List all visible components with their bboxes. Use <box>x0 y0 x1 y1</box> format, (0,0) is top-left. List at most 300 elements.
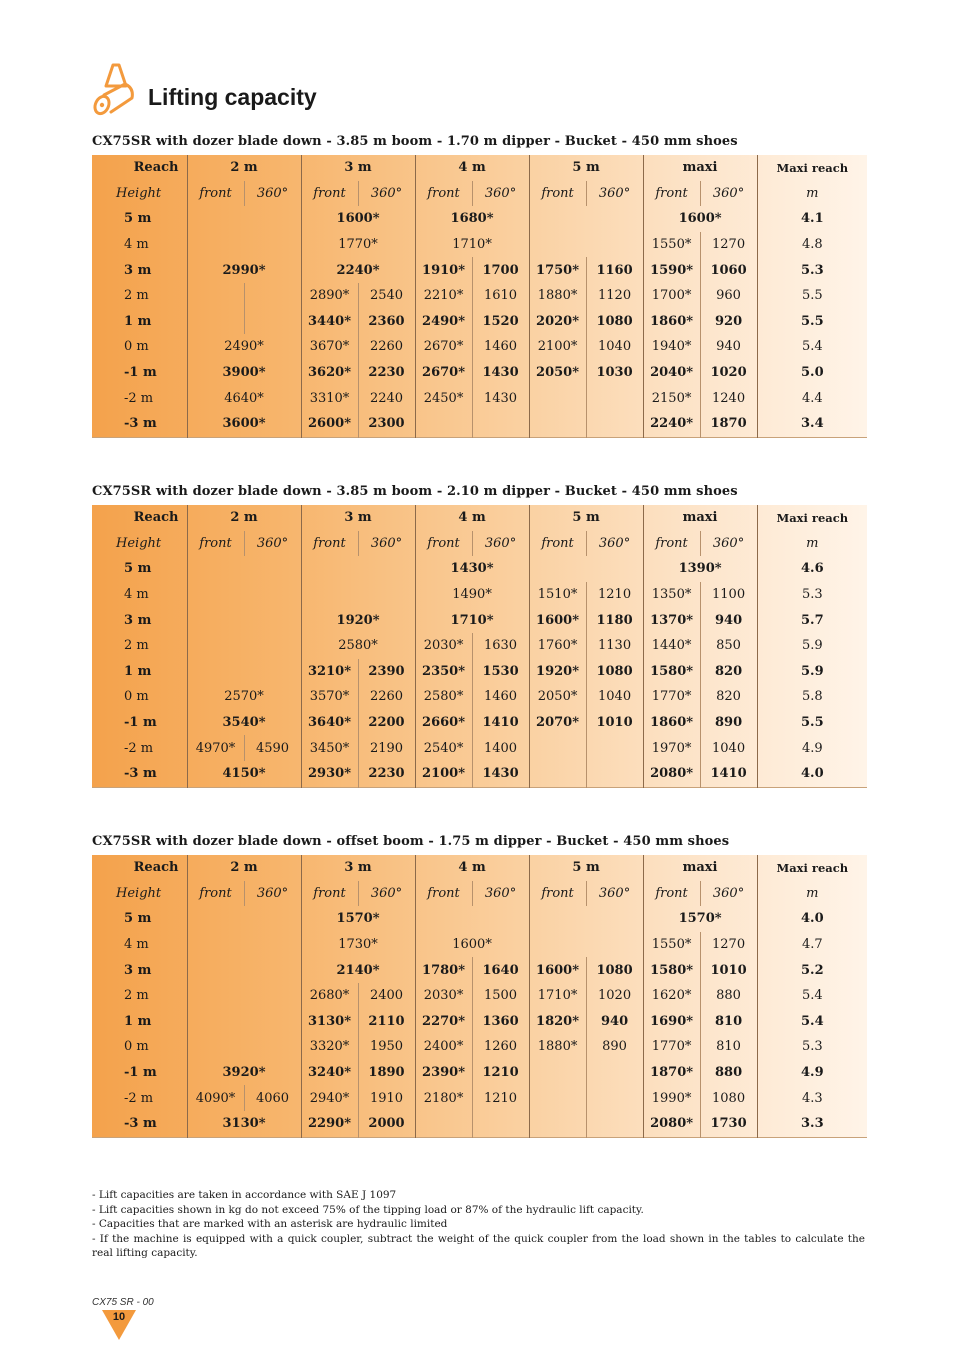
360-value: 810 <box>700 1034 757 1060</box>
front-value: 2450* <box>415 385 472 411</box>
table-row <box>92 283 867 309</box>
front-value: 1440* <box>643 633 700 659</box>
row-height: -3 m <box>124 1116 157 1132</box>
front-value: 1880* <box>529 283 586 309</box>
360-value: 1730 <box>700 1111 757 1137</box>
360-value <box>244 283 301 309</box>
empty-cell <box>415 906 529 932</box>
max-reach-value: 5.5 <box>757 283 867 309</box>
height-label: Height <box>116 885 162 901</box>
table-row <box>92 1034 867 1060</box>
reach-column-header: 5 m <box>529 505 643 531</box>
front-label: front <box>187 181 244 207</box>
front-value <box>529 1111 586 1137</box>
capacity-value: 1730* <box>301 932 415 958</box>
front-label: front <box>301 881 358 907</box>
front-value: 3130* <box>301 1009 358 1035</box>
360-value: 1120 <box>586 283 643 309</box>
row-height: 3 m <box>124 612 152 628</box>
max-reach-header: Maxi reach <box>757 155 867 181</box>
360-value <box>586 735 643 761</box>
front-value: 1620* <box>643 983 700 1009</box>
empty-cell <box>529 906 643 932</box>
front-value: 3450* <box>301 735 358 761</box>
front-value: 2240* <box>643 411 700 437</box>
front-value: 2050* <box>529 360 586 386</box>
front-label: front <box>187 881 244 907</box>
table-row <box>92 1111 867 1137</box>
lift-table-section-3 <box>92 833 865 1138</box>
table-row <box>92 257 867 283</box>
360-value: 2110 <box>358 1009 415 1035</box>
capacity-value: 2570* <box>187 684 301 710</box>
360-value: 2400 <box>358 983 415 1009</box>
max-reach-value: 3.3 <box>757 1111 867 1137</box>
front-value: 2670* <box>415 360 472 386</box>
table-row <box>92 309 867 335</box>
lifting-hook-icon <box>92 62 138 120</box>
reach-column-header: 3 m <box>301 155 415 181</box>
capacity-value: 1570* <box>643 906 757 932</box>
table-row <box>92 411 867 437</box>
reach-column-header: maxi <box>643 855 757 881</box>
capacity-value: 1430* <box>415 556 529 582</box>
max-reach-value: 4.9 <box>757 1060 867 1086</box>
360-value: 1530 <box>472 659 529 685</box>
table-row <box>92 232 867 258</box>
front-value: 1600* <box>529 607 586 633</box>
reach-column-header: 3 m <box>301 855 415 881</box>
front-value: 3310* <box>301 385 358 411</box>
max-reach-value: 5.3 <box>757 582 867 608</box>
360-label: 360° <box>358 181 415 207</box>
front-value: 3440* <box>301 309 358 335</box>
front-value: 4970* <box>187 735 244 761</box>
table-row <box>92 1060 867 1086</box>
row-height: 1 m <box>124 1013 152 1029</box>
lift-table-section-1 <box>92 133 865 438</box>
360-value: 2200 <box>358 710 415 736</box>
page-number: 10 <box>112 1311 126 1323</box>
reach-label: Reach <box>133 510 179 526</box>
360-value: 2240 <box>358 385 415 411</box>
page-title: Lifting capacity <box>148 84 317 110</box>
row-height: 3 m <box>124 262 152 278</box>
360-value: 1010 <box>586 710 643 736</box>
footnote: - If the machine is equipped with a quick coupler, subtract the weight of the quick coupler from the load shown in the tables to calculate the real lifting capacity. <box>92 1232 865 1259</box>
front-value: 1580* <box>643 659 700 685</box>
front-value <box>415 411 472 437</box>
front-value: 2180* <box>415 1085 472 1111</box>
360-label: 360° <box>472 531 529 557</box>
empty-cell <box>187 1034 301 1060</box>
360-value: 820 <box>700 659 757 685</box>
empty-cell <box>529 232 643 258</box>
360-value: 1520 <box>472 309 529 335</box>
max-reach-value: 5.3 <box>757 257 867 283</box>
subheader-row <box>92 881 867 907</box>
360-value: 1910 <box>358 1085 415 1111</box>
footnote: - Lift capacities are taken in accordance with SAE J 1097 <box>92 1189 397 1201</box>
front-label: front <box>529 531 586 557</box>
front-value: 3320* <box>301 1034 358 1060</box>
max-reach-value: 4.0 <box>757 761 867 787</box>
row-height: 5 m <box>124 911 152 927</box>
table-title: CX75SR with dozer blade down - 3.85 m boom - 1.70 m dipper - Bucket - 450 mm shoes <box>92 134 738 149</box>
360-value: 1870 <box>700 411 757 437</box>
360-value: 1360 <box>472 1009 529 1035</box>
height-label: Height <box>116 185 162 201</box>
360-value: 2190 <box>358 735 415 761</box>
unit-label: m <box>757 181 867 207</box>
front-value: 2400* <box>415 1034 472 1060</box>
front-value: 1700* <box>643 283 700 309</box>
reach-column-header: 2 m <box>187 155 301 181</box>
capacity-value: 3130* <box>187 1111 301 1137</box>
front-value: 2940* <box>301 1085 358 1111</box>
row-height: -2 m <box>124 1090 154 1106</box>
front-label: front <box>529 181 586 207</box>
front-value: 3670* <box>301 334 358 360</box>
360-value: 4590 <box>244 735 301 761</box>
front-value <box>529 735 586 761</box>
front-value: 2210* <box>415 283 472 309</box>
table-title: CX75SR with dozer blade down - offset boom - 1.75 m dipper - Bucket - 450 mm shoes <box>92 834 730 849</box>
360-value <box>586 1060 643 1086</box>
front-value: 1350* <box>643 582 700 608</box>
front-value <box>529 761 586 787</box>
front-value: 1510* <box>529 582 586 608</box>
front-label: front <box>415 531 472 557</box>
front-value: 1550* <box>643 932 700 958</box>
row-height: 5 m <box>124 561 152 577</box>
row-height: -1 m <box>124 715 157 731</box>
reach-column-header: 4 m <box>415 155 529 181</box>
360-value: 1040 <box>586 684 643 710</box>
360-value: 1460 <box>472 334 529 360</box>
header-row <box>92 155 867 181</box>
360-value: 940 <box>700 334 757 360</box>
max-reach-value: 4.3 <box>757 1085 867 1111</box>
360-value: 810 <box>700 1009 757 1035</box>
360-value: 1080 <box>586 309 643 335</box>
header-row <box>92 855 867 881</box>
front-value <box>415 1111 472 1137</box>
360-value <box>472 411 529 437</box>
header-row <box>92 505 867 531</box>
360-label: 360° <box>244 881 301 907</box>
max-reach-value: 5.7 <box>757 607 867 633</box>
360-label: 360° <box>358 531 415 557</box>
front-value: 3570* <box>301 684 358 710</box>
360-value: 2360 <box>358 309 415 335</box>
max-reach-value: 4.4 <box>757 385 867 411</box>
row-height: -2 m <box>124 740 154 756</box>
front-value: 2580* <box>415 684 472 710</box>
footnote: - Lift capacities shown in kg do not exceed 75% of the tipping load or 87% of the hydraulic lift capacity. <box>92 1203 644 1216</box>
max-reach-value: 5.5 <box>757 309 867 335</box>
360-label: 360° <box>586 531 643 557</box>
row-height: 5 m <box>124 211 152 227</box>
front-value: 1780* <box>415 957 472 983</box>
capacity-value: 1710* <box>415 232 529 258</box>
reach-column-header: maxi <box>643 155 757 181</box>
max-reach-value: 5.9 <box>757 633 867 659</box>
max-reach-value: 5.5 <box>757 710 867 736</box>
360-value <box>244 309 301 335</box>
360-label: 360° <box>472 181 529 207</box>
empty-cell <box>187 582 301 608</box>
reach-column-header: 3 m <box>301 505 415 531</box>
table-row <box>92 334 867 360</box>
360-value: 2230 <box>358 360 415 386</box>
max-reach-value: 5.3 <box>757 1034 867 1060</box>
capacity-value: 2580* <box>301 633 415 659</box>
360-value: 1040 <box>586 334 643 360</box>
front-label: front <box>301 531 358 557</box>
row-height: 3 m <box>124 962 152 978</box>
360-value: 1080 <box>586 659 643 685</box>
front-value: 1990* <box>643 1085 700 1111</box>
footnotes <box>92 1188 865 1261</box>
360-value: 1610 <box>472 283 529 309</box>
row-height: 0 m <box>124 689 149 705</box>
reach-column-header: maxi <box>643 505 757 531</box>
reach-column-header: 5 m <box>529 855 643 881</box>
empty-cell <box>187 957 301 983</box>
front-value: 2930* <box>301 761 358 787</box>
table-row <box>92 659 867 685</box>
front-value: 2670* <box>415 334 472 360</box>
subheader-row <box>92 531 867 557</box>
front-value: 2290* <box>301 1111 358 1137</box>
max-reach-value: 4.8 <box>757 232 867 258</box>
front-value: 2150* <box>643 385 700 411</box>
max-reach-value: 4.1 <box>757 206 867 232</box>
row-height: -3 m <box>124 416 157 432</box>
front-value: 2100* <box>415 761 472 787</box>
360-value: 890 <box>700 710 757 736</box>
lift-table-section-2 <box>92 483 865 788</box>
max-reach-value: 4.7 <box>757 932 867 958</box>
capacity-value: 1710* <box>415 607 529 633</box>
360-value: 1430 <box>472 360 529 386</box>
front-value: 1920* <box>529 659 586 685</box>
front-label: front <box>643 531 700 557</box>
front-label: front <box>643 881 700 907</box>
360-label: 360° <box>700 531 757 557</box>
360-value: 1430 <box>472 385 529 411</box>
empty-cell <box>187 206 301 232</box>
max-reach-value: 5.4 <box>757 983 867 1009</box>
row-height: 4 m <box>124 587 149 603</box>
front-value: 2890* <box>301 283 358 309</box>
360-value: 2230 <box>358 761 415 787</box>
360-value: 1020 <box>586 983 643 1009</box>
360-value: 1410 <box>700 761 757 787</box>
360-value: 1080 <box>700 1085 757 1111</box>
360-value <box>586 1085 643 1111</box>
360-label: 360° <box>244 181 301 207</box>
front-value: 2660* <box>415 710 472 736</box>
max-reach-value: 4.6 <box>757 556 867 582</box>
row-height: 1 m <box>124 663 152 679</box>
empty-cell <box>187 1009 301 1035</box>
max-reach-header: Maxi reach <box>757 855 867 881</box>
360-value: 1210 <box>472 1060 529 1086</box>
360-value: 1130 <box>586 633 643 659</box>
front-label: front <box>529 881 586 907</box>
360-value <box>472 1111 529 1137</box>
unit-label: m <box>757 881 867 907</box>
front-value: 1770* <box>643 1034 700 1060</box>
empty-cell <box>187 633 301 659</box>
table-row <box>92 582 867 608</box>
table-row <box>92 735 867 761</box>
capacity-value: 3920* <box>187 1060 301 1086</box>
360-value: 1410 <box>472 710 529 736</box>
front-label: front <box>187 531 244 557</box>
front-value: 1590* <box>643 257 700 283</box>
360-value: 1500 <box>472 983 529 1009</box>
front-value: 2600* <box>301 411 358 437</box>
row-height: 2 m <box>124 288 149 304</box>
table-row <box>92 385 867 411</box>
front-value: 1770* <box>643 684 700 710</box>
capacity-value: 2140* <box>301 957 415 983</box>
capacity-value: 1920* <box>301 607 415 633</box>
row-height: 1 m <box>124 313 152 329</box>
360-value <box>586 385 643 411</box>
max-reach-value: 5.4 <box>757 334 867 360</box>
360-value: 1630 <box>472 633 529 659</box>
table-row <box>92 206 867 232</box>
front-value: 1880* <box>529 1034 586 1060</box>
360-value: 2000 <box>358 1111 415 1137</box>
max-reach-value: 3.4 <box>757 411 867 437</box>
empty-cell <box>187 932 301 958</box>
lift-capacity-table <box>92 855 867 1138</box>
360-value: 1950 <box>358 1034 415 1060</box>
360-value: 940 <box>586 1009 643 1035</box>
empty-cell <box>187 232 301 258</box>
footer-model: CX75 SR - 00 <box>92 1297 154 1308</box>
360-value: 1160 <box>586 257 643 283</box>
360-value: 1020 <box>700 360 757 386</box>
capacity-value: 1570* <box>301 906 415 932</box>
360-value: 2300 <box>358 411 415 437</box>
front-value: 2270* <box>415 1009 472 1035</box>
row-height: 2 m <box>124 638 149 654</box>
front-value: 2080* <box>643 761 700 787</box>
front-value <box>529 411 586 437</box>
360-label: 360° <box>586 181 643 207</box>
360-label: 360° <box>358 881 415 907</box>
360-value: 1640 <box>472 957 529 983</box>
table-row <box>92 556 867 582</box>
row-height: 2 m <box>124 988 149 1004</box>
table-row <box>92 983 867 1009</box>
table-row <box>92 710 867 736</box>
360-label: 360° <box>700 881 757 907</box>
table-row <box>92 1085 867 1111</box>
front-label: front <box>643 181 700 207</box>
360-value: 1240 <box>700 385 757 411</box>
max-reach-value: 5.9 <box>757 659 867 685</box>
capacity-value: 1390* <box>643 556 757 582</box>
max-reach-value: 5.2 <box>757 957 867 983</box>
table-row <box>92 607 867 633</box>
front-value: 1600* <box>529 957 586 983</box>
unit-label: m <box>757 531 867 557</box>
front-value: 2100* <box>529 334 586 360</box>
360-value: 1080 <box>586 957 643 983</box>
front-value <box>529 1085 586 1111</box>
360-value: 1040 <box>700 735 757 761</box>
front-value: 1710* <box>529 983 586 1009</box>
row-height: -2 m <box>124 390 154 406</box>
table-row <box>92 633 867 659</box>
360-label: 360° <box>700 181 757 207</box>
lift-capacity-table <box>92 155 867 438</box>
front-value: 1550* <box>643 232 700 258</box>
front-value: 2390* <box>415 1060 472 1086</box>
max-reach-value: 5.8 <box>757 684 867 710</box>
360-value: 1270 <box>700 932 757 958</box>
height-label: Height <box>116 535 162 551</box>
empty-cell <box>187 607 301 633</box>
front-value: 2020* <box>529 309 586 335</box>
row-height: 4 m <box>124 237 149 253</box>
empty-cell <box>187 556 301 582</box>
front-value: 2030* <box>415 983 472 1009</box>
360-value: 1210 <box>472 1085 529 1111</box>
table-title: CX75SR with dozer blade down - 3.85 m boom - 2.10 m dipper - Bucket - 450 mm shoes <box>92 484 738 499</box>
front-value: 1870* <box>643 1060 700 1086</box>
360-label: 360° <box>244 531 301 557</box>
360-value <box>586 761 643 787</box>
reach-label: Reach <box>133 160 179 176</box>
capacity-value: 2490* <box>187 334 301 360</box>
front-value: 1580* <box>643 957 700 983</box>
front-value: 3620* <box>301 360 358 386</box>
capacity-value: 1490* <box>415 582 529 608</box>
capacity-value: 3540* <box>187 710 301 736</box>
360-value: 1890 <box>358 1060 415 1086</box>
max-reach-header: Maxi reach <box>757 505 867 531</box>
360-value: 1430 <box>472 761 529 787</box>
360-value: 1270 <box>700 232 757 258</box>
front-value: 3640* <box>301 710 358 736</box>
empty-cell <box>187 983 301 1009</box>
360-value: 890 <box>586 1034 643 1060</box>
360-value: 2390 <box>358 659 415 685</box>
capacity-value: 1600* <box>643 206 757 232</box>
front-value: 3210* <box>301 659 358 685</box>
front-value: 2040* <box>643 360 700 386</box>
empty-cell <box>301 582 415 608</box>
360-value: 940 <box>700 607 757 633</box>
row-height: -1 m <box>124 1065 157 1081</box>
front-label: front <box>415 881 472 907</box>
reach-column-header: 2 m <box>187 855 301 881</box>
capacity-value: 4150* <box>187 761 301 787</box>
max-reach-value: 5.0 <box>757 360 867 386</box>
front-value <box>187 283 244 309</box>
empty-cell <box>301 556 415 582</box>
front-value: 1760* <box>529 633 586 659</box>
front-value: 2350* <box>415 659 472 685</box>
